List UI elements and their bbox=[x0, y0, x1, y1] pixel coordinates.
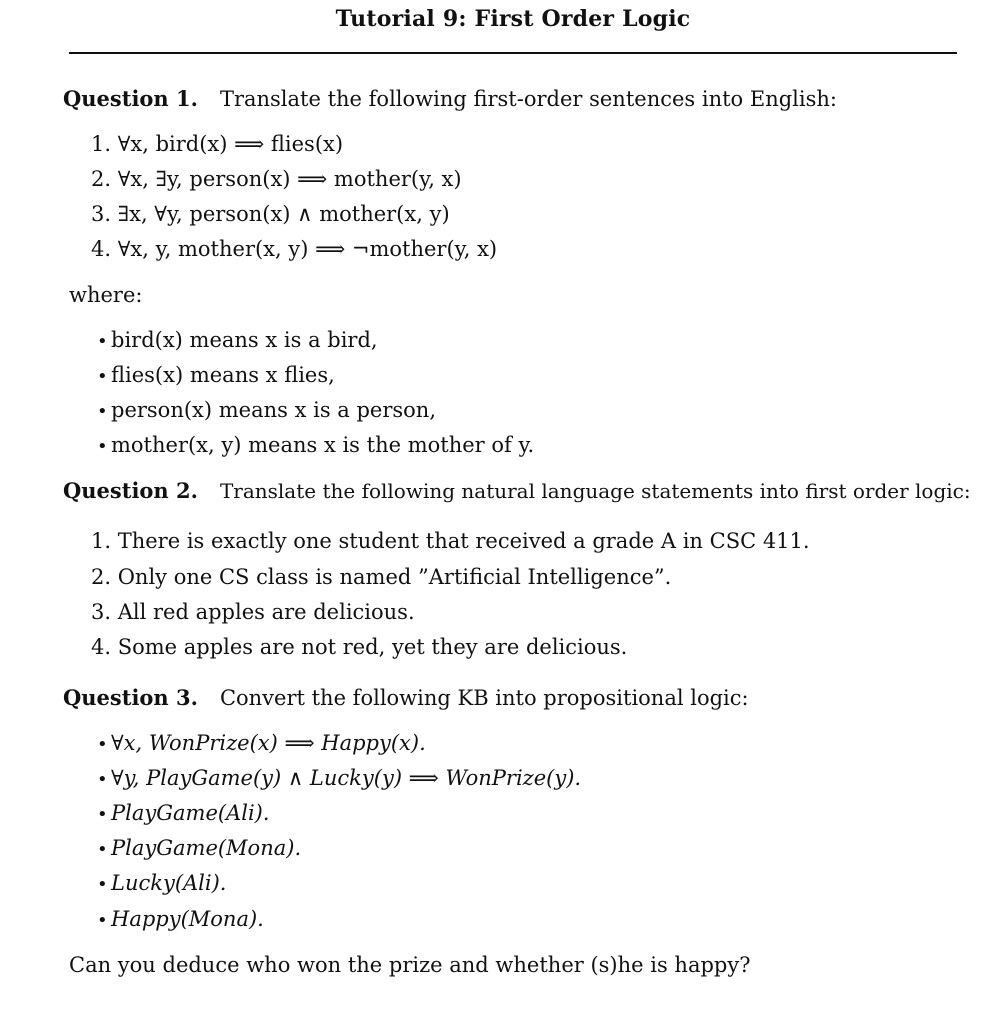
q3-kb-text: ∀y, PlayGame(y) ∧ Lucky(y) ⟹ WonPrize(y). bbox=[111, 766, 582, 790]
bullet-icon: • bbox=[97, 331, 108, 352]
q2-statement-4: 4. Some apples are not red, yet they are delicious. bbox=[91, 635, 628, 659]
q3-kb-item-6 bbox=[91, 906, 264, 934]
q1-definition-text: flies(x) means x flies, bbox=[111, 363, 335, 387]
bullet-icon: • bbox=[97, 804, 108, 825]
q3-kb-item-3 bbox=[91, 800, 270, 828]
question-3-closing: Can you deduce who won the prize and whether (s)he is happy? bbox=[69, 953, 751, 977]
where-label: where: bbox=[69, 283, 143, 307]
bullet-icon: • bbox=[97, 839, 108, 860]
q1-definition-text: person(x) means x is a person, bbox=[111, 398, 437, 422]
q2-statement-2: 2. Only one CS class is named ”Artificial Intelligence”. bbox=[91, 565, 672, 589]
q1-definition-1 bbox=[91, 327, 378, 355]
q1-sentence-1: 1. ∀x, bird(x) ⟹ flies(x) bbox=[91, 132, 344, 156]
q3-kb-text: PlayGame(Mona). bbox=[111, 836, 302, 860]
page-title: Tutorial 9: First Order Logic bbox=[335, 6, 691, 32]
q1-definition-3 bbox=[91, 397, 436, 425]
bullet-icon: • bbox=[97, 401, 108, 422]
bullet-icon: • bbox=[97, 769, 108, 790]
q1-sentence-3: 3. ∃x, ∀y, person(x) ∧ mother(x, y) bbox=[91, 202, 450, 226]
q3-kb-item-2 bbox=[91, 765, 581, 793]
bullet-icon: • bbox=[97, 874, 108, 895]
q3-kb-text: ∀x, WonPrize(x) ⟹ Happy(x). bbox=[111, 731, 426, 755]
question-3-heading bbox=[63, 685, 749, 711]
q3-kb-text: Happy(Mona). bbox=[111, 907, 264, 931]
q1-definition-text: mother(x, y) means x is the mother of y. bbox=[111, 433, 535, 457]
q3-kb-text: Lucky(Ali). bbox=[111, 871, 227, 895]
bullet-icon: • bbox=[97, 734, 108, 755]
q2-statement-3: 3. All red apples are delicious. bbox=[91, 600, 415, 624]
question-3-label: Question 3. bbox=[63, 685, 198, 710]
question-2-prompt: Translate the following natural language statements into first order logic: bbox=[219, 479, 971, 503]
q1-sentence-2: 2. ∀x, ∃y, person(x) ⟹ mother(y, x) bbox=[91, 167, 462, 191]
bullet-icon: • bbox=[97, 910, 108, 931]
bullet-icon: • bbox=[97, 366, 108, 387]
q3-kb-item-5 bbox=[91, 870, 226, 898]
q3-kb-item-4 bbox=[91, 835, 301, 863]
question-2-heading bbox=[63, 478, 971, 504]
q1-definition-4 bbox=[91, 432, 534, 460]
title-rule bbox=[69, 52, 957, 54]
q1-definition-2 bbox=[91, 362, 335, 390]
q1-definition-text: bird(x) means x is a bird, bbox=[111, 328, 378, 352]
q1-sentence-4: 4. ∀x, y, mother(x, y) ⟹ ¬mother(y, x) bbox=[91, 237, 498, 261]
bullet-icon: • bbox=[97, 436, 108, 457]
question-3-prompt: Convert the following KB into propositional logic: bbox=[219, 686, 749, 710]
question-2-label: Question 2. bbox=[63, 478, 198, 503]
question-1-prompt: Translate the following first-order sentences into English: bbox=[219, 87, 837, 111]
q2-statement-1: 1. There is exactly one student that received a grade A in CSC 411. bbox=[91, 529, 810, 553]
q3-kb-text: PlayGame(Ali). bbox=[111, 801, 270, 825]
q3-kb-item-1 bbox=[91, 730, 426, 758]
question-1-heading bbox=[63, 86, 837, 112]
question-1-label: Question 1. bbox=[63, 86, 198, 111]
